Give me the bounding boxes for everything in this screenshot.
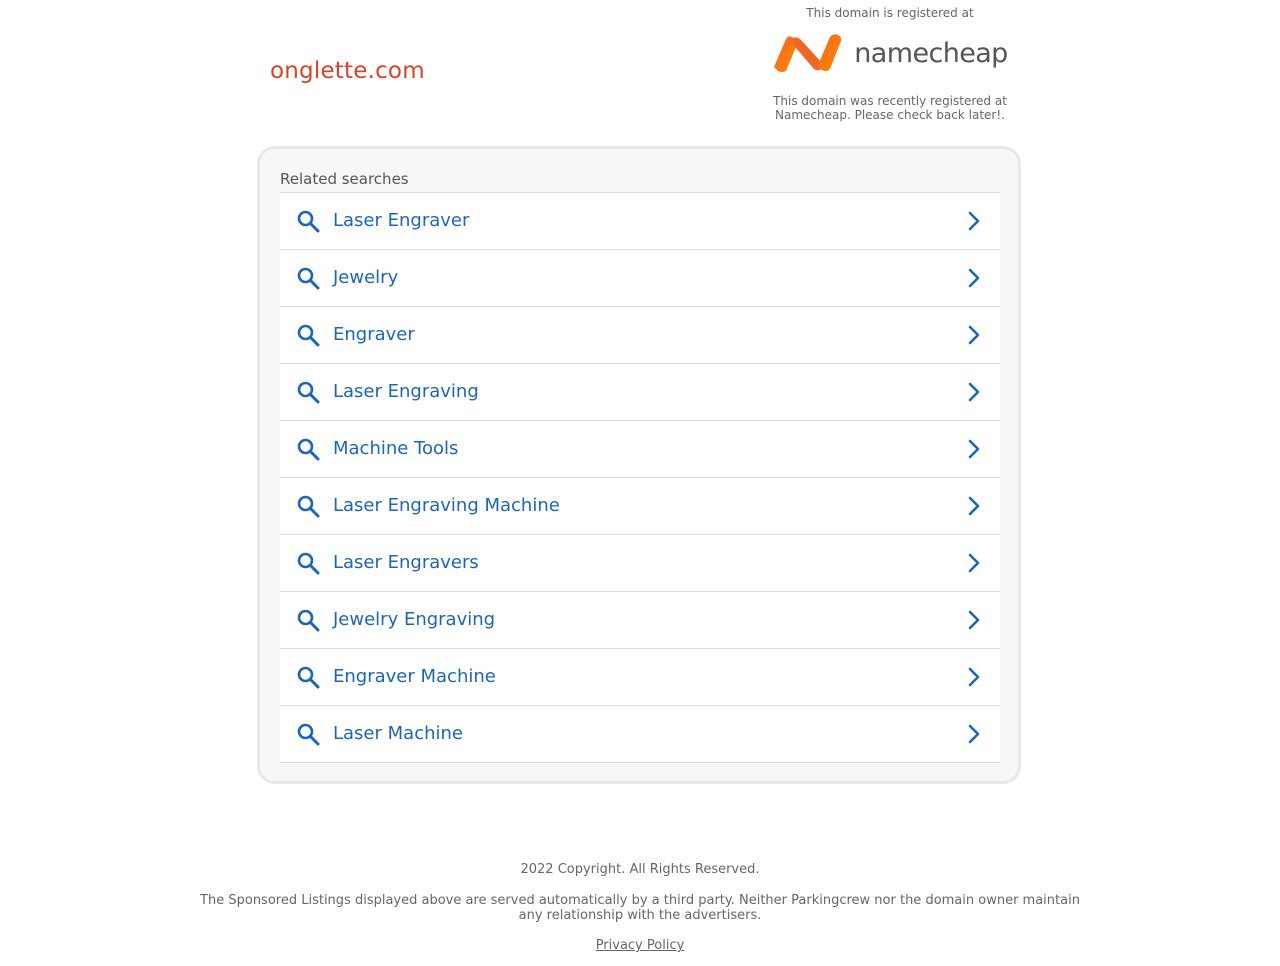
footer [0,862,1280,953]
search-icon [296,437,320,461]
search-icon [296,608,320,632]
search-icon [296,665,320,689]
related-searches-list [280,192,1000,763]
chevron-right-icon [964,609,984,631]
list-item[interactable] [280,478,1000,535]
search-icon [296,380,320,404]
list-item-label: Laser Engraver [333,210,470,231]
copyright-text: 2022 Copyright. All Rights Reserved. [520,862,760,877]
namecheap-logo[interactable] [760,32,1020,74]
list-item[interactable] [280,193,1000,250]
disclaimer-text: The Sponsored Listings displayed above are served automatically by a third party. Neither Parkingcrew nor the domain owner maintain any relationship with the advertisers. [200,893,1080,923]
search-icon [296,323,320,347]
namecheap-mark-icon [772,33,844,73]
chevron-right-icon [964,666,984,688]
chevron-right-icon [964,267,984,289]
list-item-label: Laser Engraving [333,381,479,402]
list-item-label: Laser Engraving Machine [333,495,560,516]
domain-name: onglette.com [270,58,425,84]
chevron-right-icon [964,552,984,574]
list-item[interactable] [280,535,1000,592]
registrar-panel [760,0,1020,122]
search-icon [296,209,320,233]
search-icon [296,494,320,518]
list-item[interactable] [280,307,1000,364]
search-icon [296,722,320,746]
privacy-policy-link[interactable]: Privacy Policy [595,938,685,953]
list-item[interactable] [280,706,1000,763]
list-item-label: Engraver [333,324,415,345]
list-item[interactable] [280,649,1000,706]
registrar-note: This domain was recently registered at Namecheap. Please check back later!. [773,94,1007,122]
chevron-right-icon [964,723,984,745]
list-item-label: Laser Engravers [333,552,479,573]
list-item[interactable] [280,364,1000,421]
list-item-label: Engraver Machine [333,666,496,687]
list-item[interactable] [280,592,1000,649]
list-item-label: Laser Machine [333,723,463,744]
registrar-name: namecheap [854,37,1008,69]
search-icon [296,266,320,290]
list-item-label: Jewelry [333,267,399,288]
search-icon [296,551,320,575]
list-item-label: Machine Tools [333,438,459,459]
related-searches-title: Related searches [280,170,409,188]
list-item[interactable] [280,421,1000,478]
chevron-right-icon [964,495,984,517]
chevron-right-icon [964,438,984,460]
related-searches-panel [257,146,1021,784]
registered-at-text: This domain is registered at [806,6,974,20]
chevron-right-icon [964,210,984,232]
list-item-label: Jewelry Engraving [333,609,496,630]
chevron-right-icon [964,324,984,346]
list-item[interactable] [280,250,1000,307]
chevron-right-icon [964,381,984,403]
